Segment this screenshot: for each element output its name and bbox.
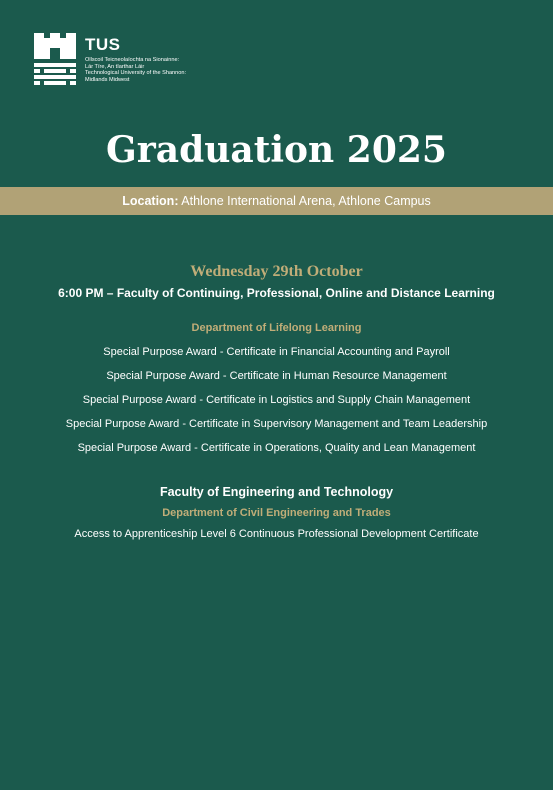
ceremony-date: Wednesday 29th October	[190, 263, 363, 280]
programme-item: Access to Apprenticeship Level 6 Continuous Professional Development Certificate	[74, 528, 479, 540]
logo-name: TUS	[85, 35, 121, 54]
department-heading: Department of Civil Engineering and Trades	[162, 507, 391, 519]
logo-line-irish-1: Ollscoil Teicneolaíochta na Sionainne:	[85, 57, 180, 63]
programme-list	[0, 522, 553, 546]
programme-item: Special Purpose Award - Certificate in Supervisory Management and Team Leadership	[65, 418, 488, 430]
department-heading: Department of Lifelong Learning	[191, 322, 362, 334]
tus-castle-icon	[34, 33, 76, 87]
logo-line-english-2: Midlands Midwest	[85, 76, 130, 83]
programme-item: Special Purpose Award - Certificate in Logistics and Supply Chain Management	[82, 394, 471, 406]
location-band	[0, 187, 553, 215]
programme-item: Special Purpose Award - Certificate in Operations, Quality and Lean Management	[77, 442, 476, 454]
programme-item: Special Purpose Award - Certificate in Financial Accounting and Payroll	[103, 346, 450, 358]
logo-line-irish-2: Lár Tíre, An tIarthar Láir	[85, 63, 145, 70]
programme-list	[0, 340, 553, 460]
location-value: Athlone International Arena, Athlone Campus	[181, 194, 431, 208]
logo-line-english-1: Technological University of the Shannon:	[85, 70, 187, 76]
page-title: Graduation 2025	[106, 129, 447, 171]
faculty-heading: Faculty of Engineering and Technology	[159, 485, 394, 499]
programme-item: Special Purpose Award - Certificate in Human Resource Management	[106, 370, 447, 382]
tus-logo	[34, 33, 186, 87]
location-label: Location:	[122, 194, 179, 208]
schedule	[0, 262, 553, 546]
session-heading: 6:00 PM – Faculty of Continuing, Professional, Online and Distance Learning	[58, 286, 495, 300]
